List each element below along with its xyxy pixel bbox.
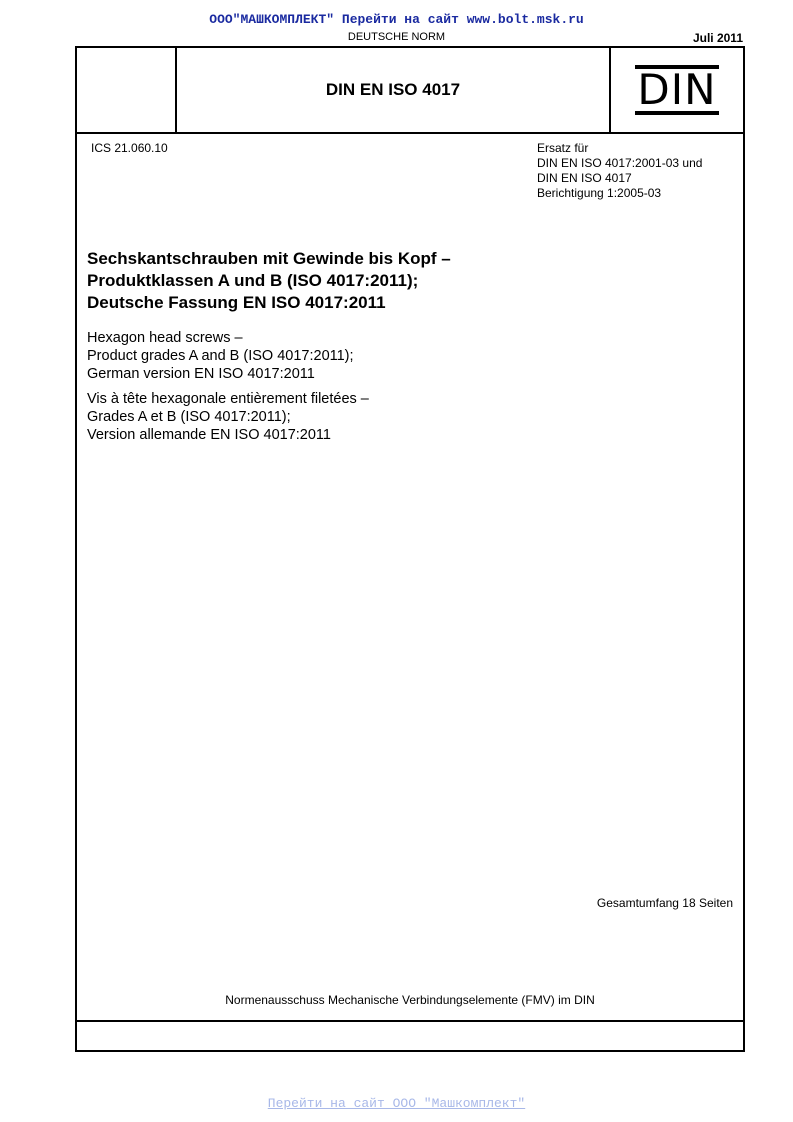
total-pages: Gesamtumfang 18 Seiten [596, 896, 733, 910]
title-line: Hexagon head screws – [87, 330, 243, 346]
title-german [87, 248, 451, 314]
standard-number: DIN EN ISO 4017 [177, 48, 611, 132]
din-logo: DIN [637, 65, 717, 114]
title-line: German version EN ISO 4017:2011 [87, 366, 315, 382]
document-type-label: DEUTSCHE NORM [347, 31, 446, 43]
title-line: Vis à tête hexagonale entièrement filetées – [87, 391, 369, 407]
publication-date: Juli 2011 [692, 31, 743, 45]
top-site-link[interactable]: ООО"МАШКОМПЛЕКТ" Перейти на сайт www.bolt.msk.ru [209, 12, 584, 27]
title-line: Sechskantschrauben mit Gewinde bis Kopf – [87, 249, 451, 268]
title-line: Deutsche Fassung EN ISO 4017:2011 [87, 293, 386, 312]
ics-code: ICS 21.060.10 [91, 141, 168, 155]
footer-divider [77, 1020, 743, 1022]
title-line: Version allemande EN ISO 4017:2011 [87, 427, 331, 443]
replacement-line: DIN EN ISO 4017:2001-03 und [537, 156, 703, 170]
committee-name: Normenausschuss Mechanische Verbindungselemente (FMV) im DIN [225, 993, 595, 1007]
header-empty-cell [77, 48, 177, 132]
replacement-info [537, 141, 702, 201]
replacement-line: DIN EN ISO 4017 [537, 171, 632, 185]
cover-frame [75, 46, 745, 1052]
title-english [87, 329, 354, 383]
title-line: Grades A et B (ISO 4017:2011); [87, 409, 291, 425]
bottom-site-link[interactable]: Перейти на сайт ООО "Машкомплект" [267, 1096, 526, 1111]
title-french [87, 390, 369, 444]
replacement-line: Berichtigung 1:2005-03 [537, 186, 662, 200]
title-line: Product grades A and B (ISO 4017:2011); [87, 348, 354, 364]
header-row [77, 48, 743, 134]
replacement-line: Ersatz für [537, 141, 589, 155]
title-line: Produktklassen A und B (ISO 4017:2011); [87, 271, 419, 290]
din-logo-cell [611, 48, 743, 132]
